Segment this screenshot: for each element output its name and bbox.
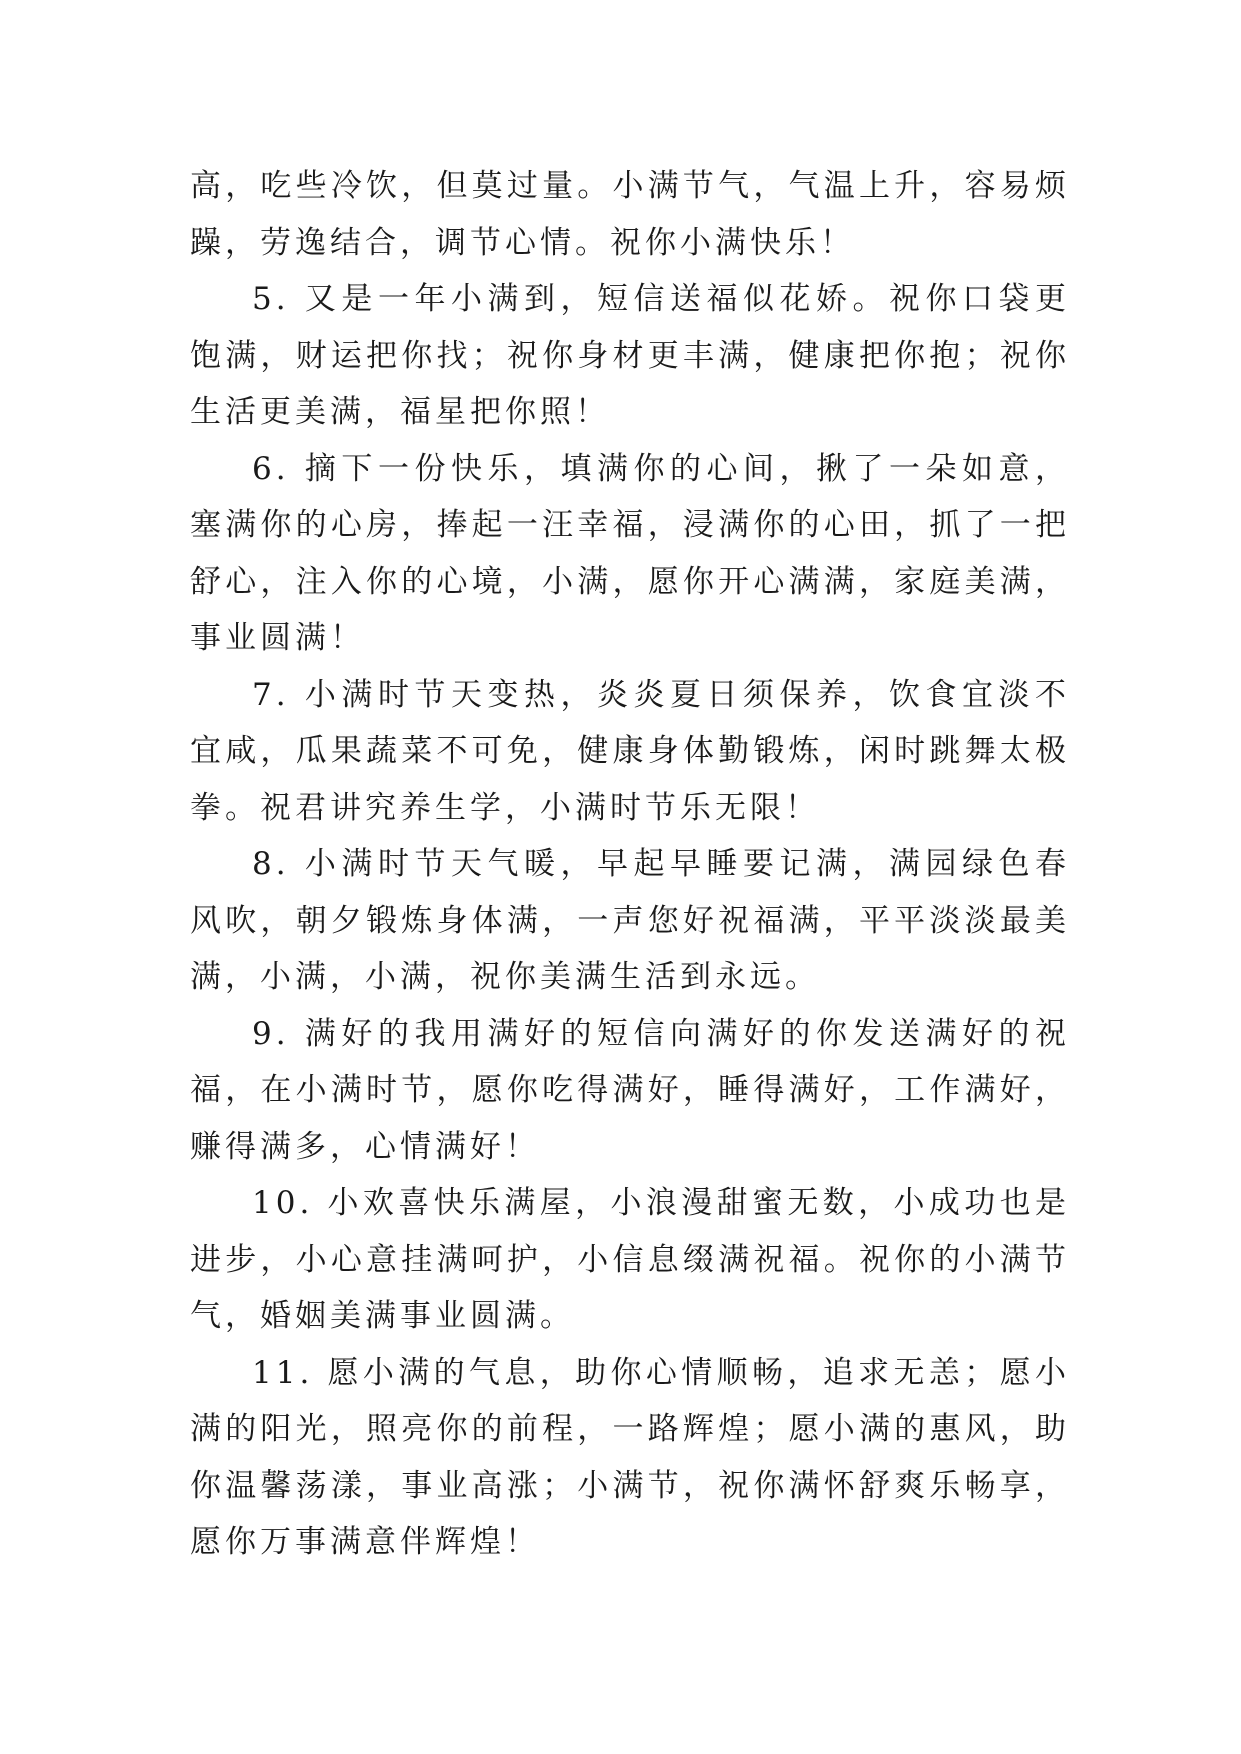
paragraph-9: 9. 满好的我用满好的短信向满好的你发送满好的祝福，在小满时节，愿你吃得满好，睡得满好，工作满好，赚得满多，心情满好！: [190, 1015, 1070, 1165]
document-body: [190, 158, 1070, 1571]
paragraph-7: 7. 小满时节天变热，炎炎夏日须保养，饮食宜淡不宜咸，瓜果蔬菜不可免，健康身体勤锻炼，闲时跳舞太极拳。祝君讲究养生学，小满时节乐无限！: [190, 676, 1070, 826]
paragraph-10: 10. 小欢喜快乐满屋，小浪漫甜蜜无数，小成功也是进步，小心意挂满呵护，小信息缀满祝福。祝你的小满节气，婚姻美满事业圆满。: [190, 1185, 1070, 1334]
paragraph-5: 5. 又是一年小满到，短信送福似花娇。祝你口袋更饱满，财运把你找；祝你身材更丰满，健康把你抱；祝你生活更美满，福星把你照！: [190, 281, 1070, 430]
paragraph-6: 6. 摘下一份快乐，填满你的心间，揪了一朵如意，塞满你的心房，捧起一汪幸福，浸满你的心田，抓了一把舒心，注入你的心境，小满，愿你开心满满，家庭美满，事业圆满！: [190, 450, 1070, 656]
paragraph-11: 11. 愿小满的气息，助你心情顺畅，追求无恙；愿小满的阳光，照亮你的前程，一路辉煌；愿小满的惠风，助你温馨荡漾，事业高涨；小满节，祝你满怀舒爽乐畅享，愿你万事满意伴辉煌！: [190, 1354, 1070, 1560]
paragraph-8: 8. 小满时节天气暖，早起早睡要记满，满园绿色春风吹，朝夕锻炼身体满，一声您好祝福满，平平淡淡最美满，小满，小满，祝你美满生活到永远。: [190, 846, 1070, 995]
paragraph-continued: 高，吃些冷饮，但莫过量。小满节气，气温上升，容易烦躁，劳逸结合，调节心情。祝你小满快乐！: [190, 168, 1070, 261]
